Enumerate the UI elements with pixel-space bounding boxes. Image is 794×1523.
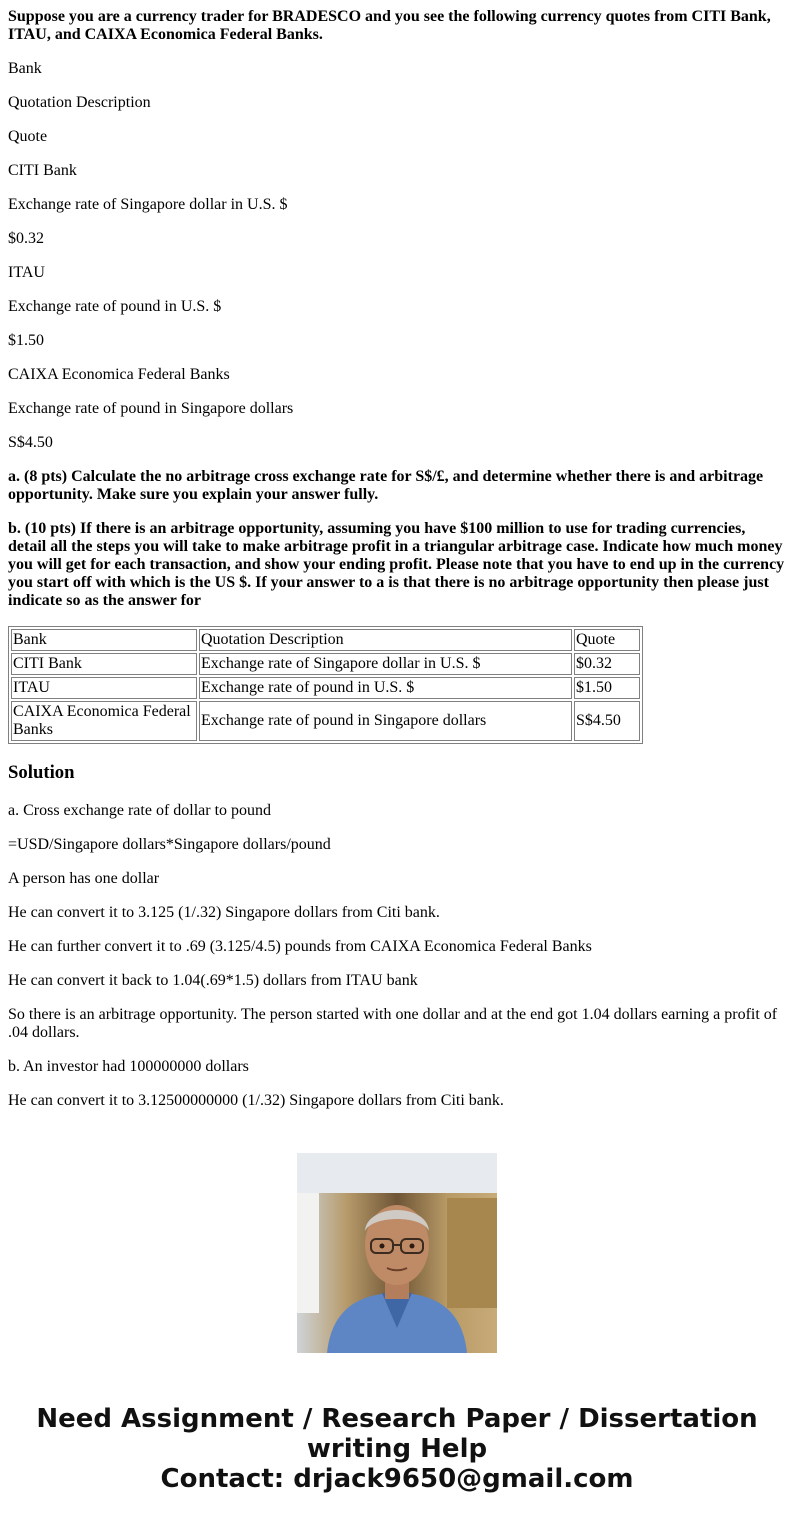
solution-line: He can convert it to 3.12500000000 (1/.32) Singapore dollars from Citi bank. <box>8 1092 504 1109</box>
table-row <box>11 677 640 699</box>
flat-line-itau-description: Exchange rate of pound in U.S. $ <box>8 298 222 315</box>
flat-line-caixa-description: Exchange rate of pound in Singapore dollars <box>8 400 294 417</box>
solution-line: a. Cross exchange rate of dollar to pound <box>8 802 272 819</box>
flat-line-caixa: CAIXA Economica Federal Banks <box>8 366 230 383</box>
flat-line-quote-header: Quote <box>8 128 48 145</box>
flat-line-itau: ITAU <box>8 264 45 281</box>
table-cell-quote: $1.50 <box>574 677 640 699</box>
flat-line-caixa-quote: S$4.50 <box>8 434 53 451</box>
table-cell-quote: S$4.50 <box>574 701 640 741</box>
table-cell-quote: $0.32 <box>574 653 640 675</box>
promo-line: writing Help <box>306 1434 488 1464</box>
flat-line-citi-description: Exchange rate of Singapore dollar in U.S. $ <box>8 196 288 213</box>
flat-line-citi-quote: $0.32 <box>8 230 44 247</box>
question-document <box>8 0 786 1122</box>
table-cell-description: Exchange rate of pound in Singapore dollars <box>199 701 572 741</box>
flat-line-description-header: Quotation Description <box>8 94 151 111</box>
table-cell-bank: ITAU <box>11 677 197 699</box>
table-row <box>11 653 640 675</box>
promo-line: Need Assignment / Research Paper / Dissertation <box>36 1404 758 1434</box>
solution-line: He can further convert it to .69 (3.125/4.5) pounds from CAIXA Economica Federal Banks <box>8 938 592 955</box>
solution-line: He can convert it back to 1.04(.69*1.5) dollars from ITAU bank <box>8 972 418 989</box>
table-cell-bank: CITI Bank <box>11 653 197 675</box>
author-photo <box>297 1153 497 1353</box>
promo-contact[interactable]: Contact: drjack9650@gmail.com <box>160 1464 634 1494</box>
solution-line: b. An investor had 100000000 dollars <box>8 1058 249 1075</box>
question-part-a: a. (8 pts) Calculate the no arbitrage cross exchange rate for S$/£, and determine whether there is and arbitrage opportunity. Make sure you explain your answer fully. <box>8 468 764 503</box>
table-header-cell: Quote <box>574 629 640 651</box>
table-cell-bank: CAIXA Economica Federal Banks <box>11 701 197 741</box>
quotes-table <box>8 626 643 744</box>
promo-banner <box>0 1122 794 1523</box>
table-row <box>11 701 640 741</box>
solution-line: He can convert it to 3.125 (1/.32) Singapore dollars from Citi bank. <box>8 904 440 921</box>
table-cell-description: Exchange rate of pound in U.S. $ <box>199 677 572 699</box>
table-cell-description: Exchange rate of Singapore dollar in U.S. $ <box>199 653 572 675</box>
question-intro: Suppose you are a currency trader for BRADESCO and you see the following currency quotes from CITI Bank, ITAU, and CAIXA Economica Federal Banks. <box>8 8 771 43</box>
question-part-b: b. (10 pts) If there is an arbitrage opportunity, assuming you have $100 million to use for trading currencies, detail all the steps you will take to make arbitrage profit in a triangular arbitrage case. Indicate how much money you will get for each transaction, and show your ending profit. Please note that you have to end up in the currency you start off with which is the US $. If your answer to a is that there is no arbitrage opportunity then please just indicate so as the answer for <box>8 520 785 609</box>
table-header-row <box>11 629 640 651</box>
flat-line-citi-bank: CITI Bank <box>8 162 77 179</box>
solution-line: A person has one dollar <box>8 870 160 887</box>
promo-message <box>0 1404 794 1494</box>
table-header-cell: Quotation Description <box>199 629 572 651</box>
table-header-cell: Bank <box>11 629 197 651</box>
solution-line: So there is an arbitrage opportunity. The person started with one dollar and at the end got 1.04 dollars earning a profit of .04 dollars. <box>8 1006 778 1041</box>
author-portrait-icon <box>297 1153 497 1353</box>
solution-heading: Solution <box>8 762 75 783</box>
flat-line-bank-header: Bank <box>8 60 42 77</box>
flat-line-itau-quote: $1.50 <box>8 332 44 349</box>
solution-line: =USD/Singapore dollars*Singapore dollars/pound <box>8 836 331 853</box>
